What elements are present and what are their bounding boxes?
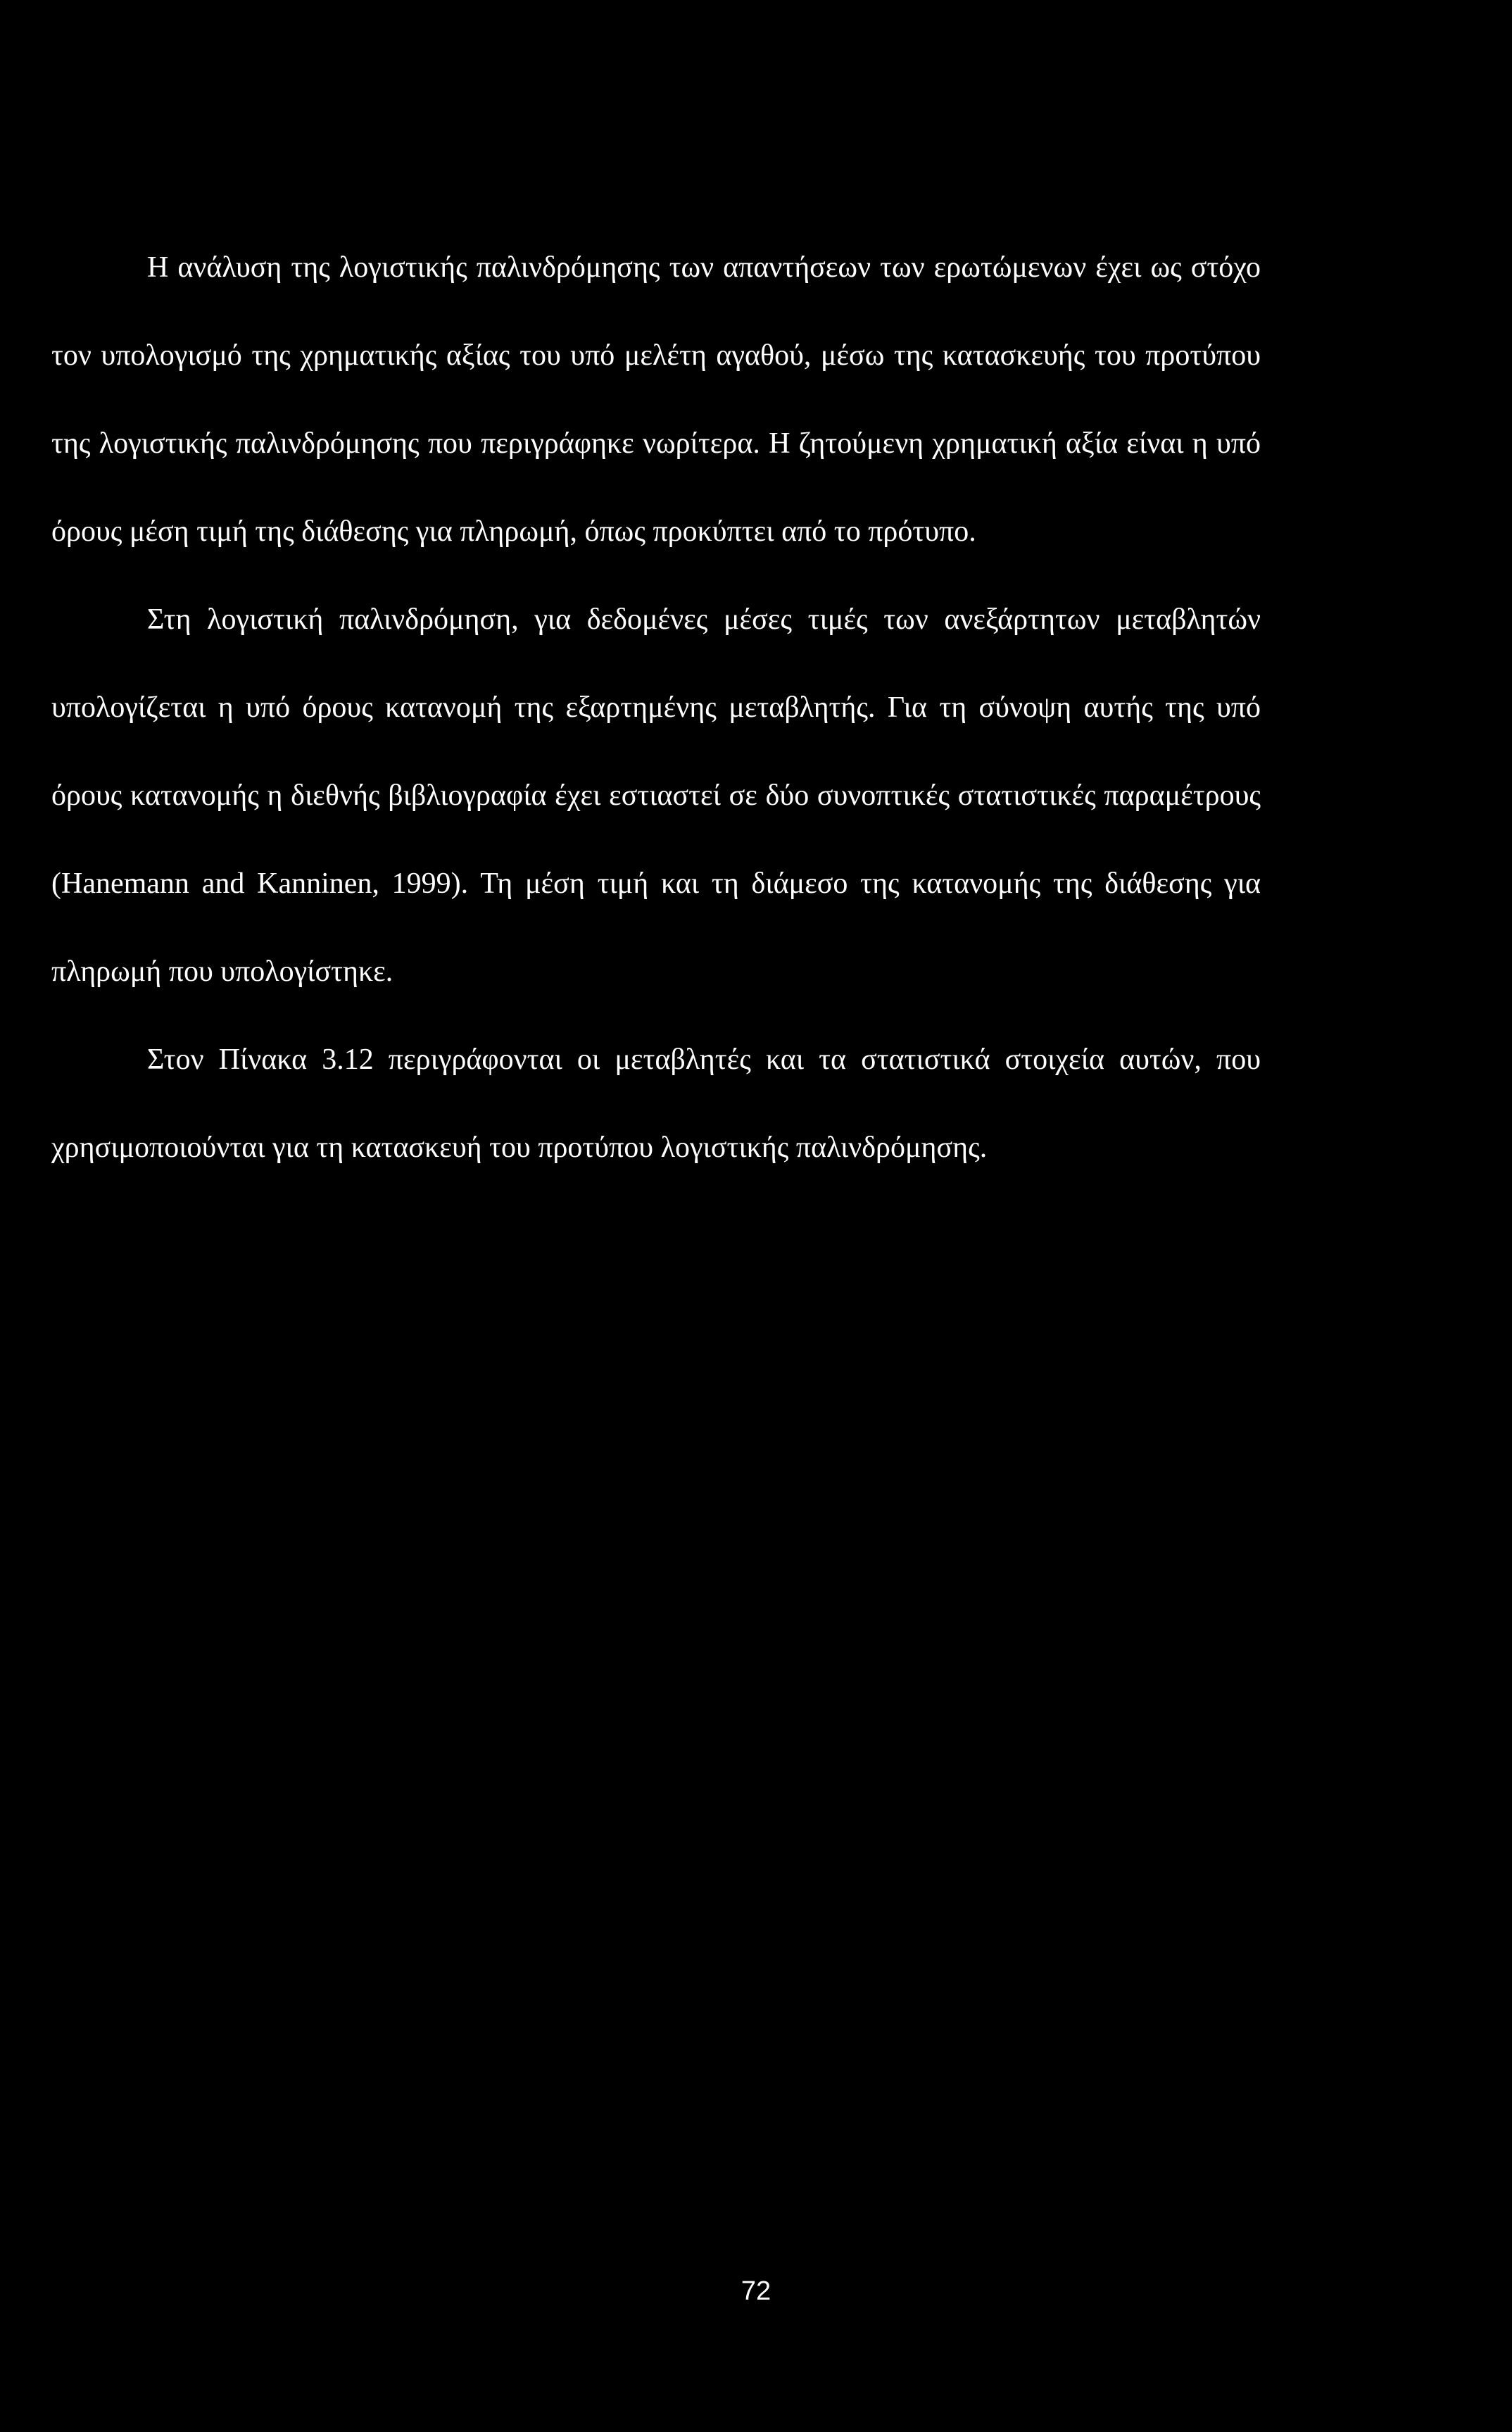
page-number: 72 bbox=[741, 2276, 771, 2306]
body-text bbox=[51, 224, 1261, 1192]
paragraph-1: Η ανάλυση της λογιστικής παλινδρόμησης των απαντήσεων των ερωτώμενων έχει ως στόχο τον υπολογισμό της χρηματικής αξίας του υπό μελέτη αγαθού, μέσω της κατασκευής του προτύπου της λογιστικής παλινδρόμησης που περιγράφηκε νωρίτερα. Η ζητούμενη χρηματική αξία είναι η υπό όρους μέση τιμή της διάθεσης για πληρωμή, όπως προκύπτει από το πρότυπο. bbox=[51, 251, 1261, 548]
paragraph-2: Στη λογιστική παλινδρόμηση, για δεδομένες μέσες τιμές των ανεξάρτητων μεταβλητών υπολογίζεται η υπό όρους κατανομή της εξαρτημένης μεταβλητής. Για τη σύνοψη αυτής της υπό όρους κατανομής η διεθνής βιβλιογραφία έχει εστιαστεί σε δύο συνοπτικές στατιστικές παραμέτρους (Hanemann and Kanninen, 1999). Τη μέση τιμή και τη διάμεσο της κατανομής της διάθεσης για πληρωμή που υπολογίστηκε. bbox=[51, 603, 1261, 988]
paragraph-3: Στον Πίνακα 3.12 περιγράφονται οι μεταβλητές και τα στατιστικά στοιχεία αυτών, που χρησιμοποιούνται για τη κατασκευή του προτύπου λογιστικής παλινδρόμησης. bbox=[51, 1043, 1261, 1164]
